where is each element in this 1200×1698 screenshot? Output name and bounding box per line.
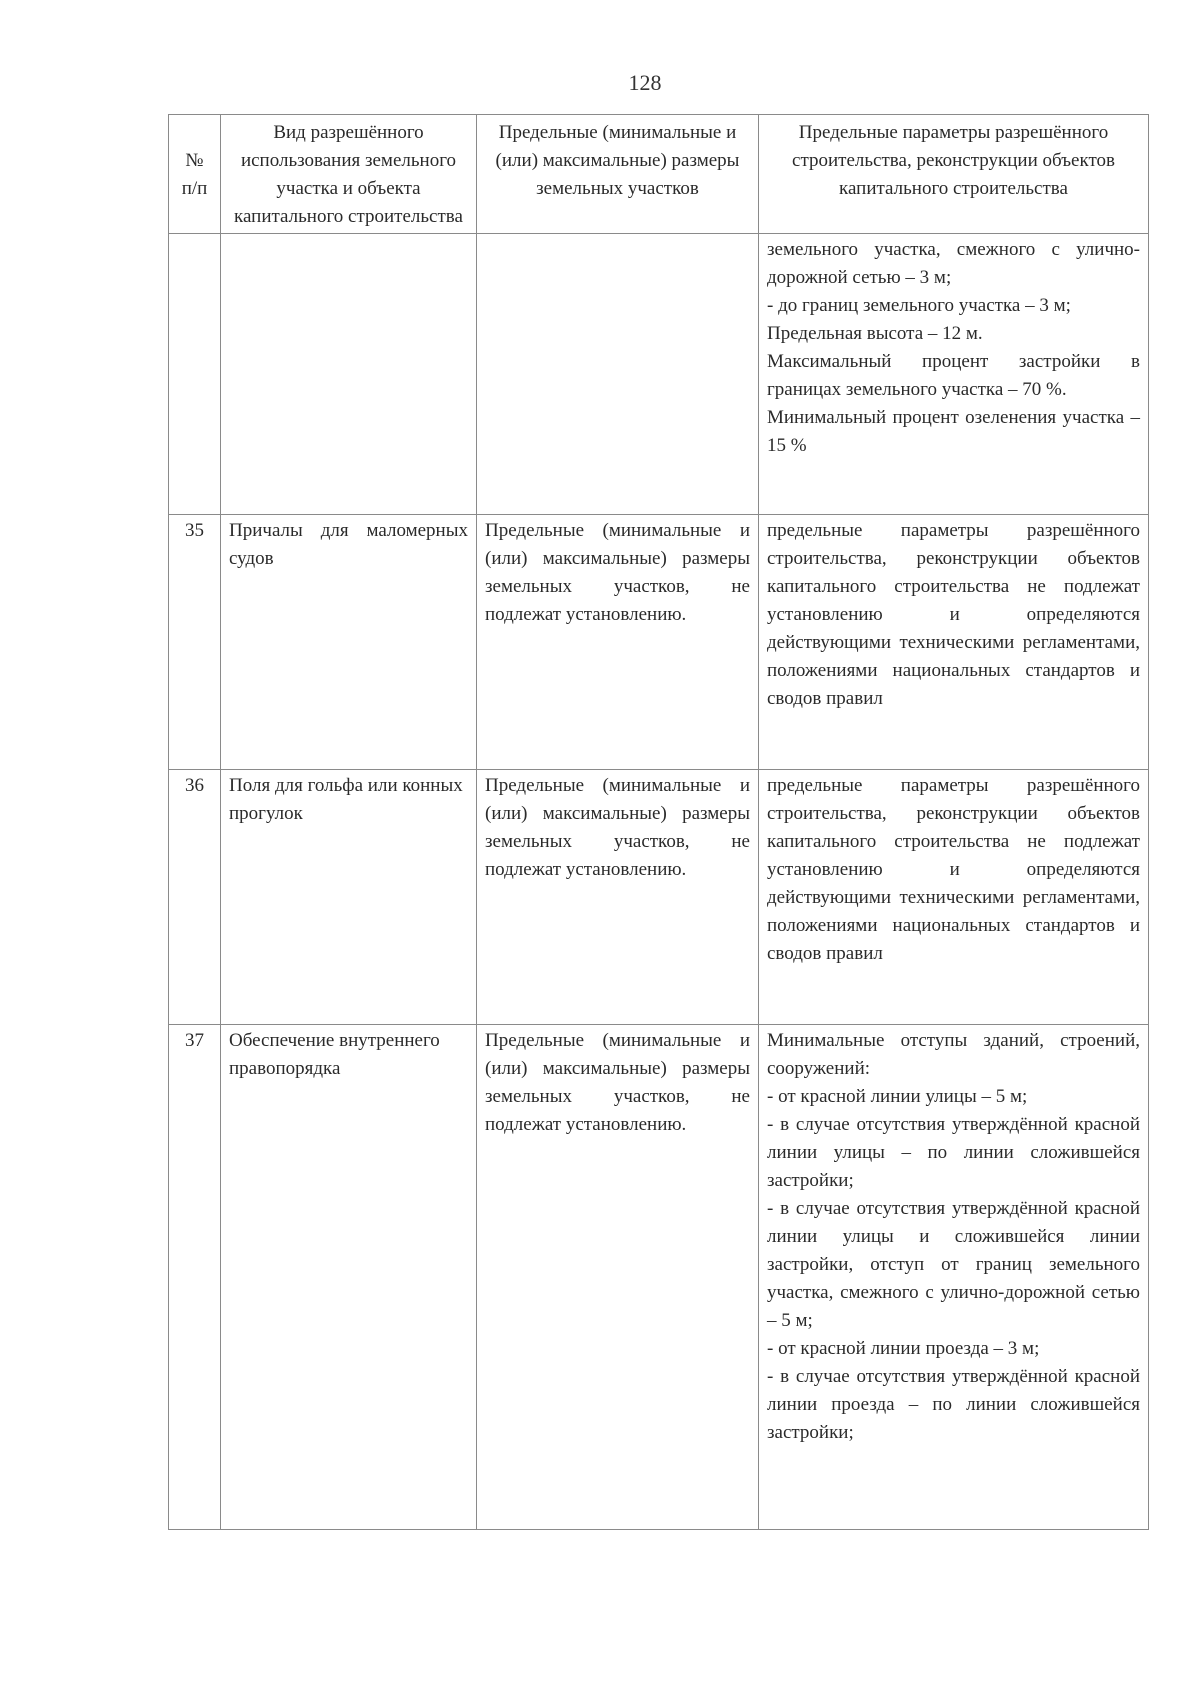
cell-num: 35 (169, 515, 221, 770)
table-header-row (169, 115, 1149, 234)
params-line: предельные параметры разрешённого строительства, реконструкции объектов капитального строительства не подлежат установлению и определяются действующими техническими регламентами, положениями национальных стандартов и сводов правил (767, 775, 1140, 964)
page-number: 128 (628, 70, 662, 95)
header-use: Вид разрешённого использования земельного участка и объекта капитального строительства (221, 115, 477, 234)
cell-num: 37 (169, 1025, 221, 1530)
cell-use: Обеспечение внутреннего правопорядка (221, 1025, 477, 1530)
cell-num: 36 (169, 770, 221, 1025)
cell-use: Причалы для маломерных судов (221, 515, 477, 770)
table-row (169, 515, 1149, 770)
table-row-continuation (169, 234, 1149, 515)
params-line: Минимальный процент озеленения участка – 15 % (767, 407, 1140, 456)
regulations-table (168, 114, 1149, 1530)
table-row (169, 770, 1149, 1025)
cell-use: Поля для гольфа или конных прогулок (221, 770, 477, 1025)
table-row (169, 1025, 1149, 1530)
params-line: Минимальные отступы зданий, строений, сооружений: (767, 1030, 1140, 1079)
cell-size: Предельные (минимальные и (или) максимальные) размеры земельных участков, не подлежат установлению. (477, 515, 759, 770)
params-line: - до границ земельного участка – 3 м; (767, 295, 1071, 316)
params-line: - в случае отсутствия утверждённой красной линии улицы – по линии сложившейся застройки; (767, 1114, 1140, 1191)
cell-params (759, 515, 1149, 770)
cell-size (477, 234, 759, 515)
params-line: - от красной линии улицы – 5 м; (767, 1086, 1028, 1107)
params-line: Максимальный процент застройки в границах земельного участка – 70 %. (767, 351, 1140, 400)
cell-use (221, 234, 477, 515)
cell-size: Предельные (минимальные и (или) максимальные) размеры земельных участков, не подлежат установлению. (477, 1025, 759, 1530)
header-params: Предельные параметры разрешённого строительства, реконструкции объектов капитального строительства (759, 115, 1149, 234)
cell-size: Предельные (минимальные и (или) максимальные) размеры земельных участков, не подлежат установлению. (477, 770, 759, 1025)
params-line: земельного участка, смежного с улично-дорожной сетью – 3 м; (767, 239, 1140, 288)
cell-params (759, 1025, 1149, 1530)
cell-num (169, 234, 221, 515)
params-line: - в случае отсутствия утверждённой красной линии улицы и сложившейся линии застройки, отступ от границ земельного участка, смежного с улично-дорожной сетью – 5 м; (767, 1198, 1140, 1331)
header-num: № п/п (169, 115, 221, 234)
cell-params (759, 234, 1149, 515)
params-line: Предельная высота – 12 м. (767, 323, 983, 344)
params-line: - в случае отсутствия утверждённой красной линии проезда – по линии сложившейся застройки; (767, 1366, 1140, 1443)
cell-params (759, 770, 1149, 1025)
params-line: - от красной линии проезда – 3 м; (767, 1338, 1040, 1359)
params-line: предельные параметры разрешённого строительства, реконструкции объектов капитального строительства не подлежат установлению и определяются действующими техническими регламентами, положениями национальных стандартов и сводов правил (767, 520, 1140, 709)
header-size: Предельные (минимальные и (или) максимальные) размеры земельных участков (477, 115, 759, 234)
